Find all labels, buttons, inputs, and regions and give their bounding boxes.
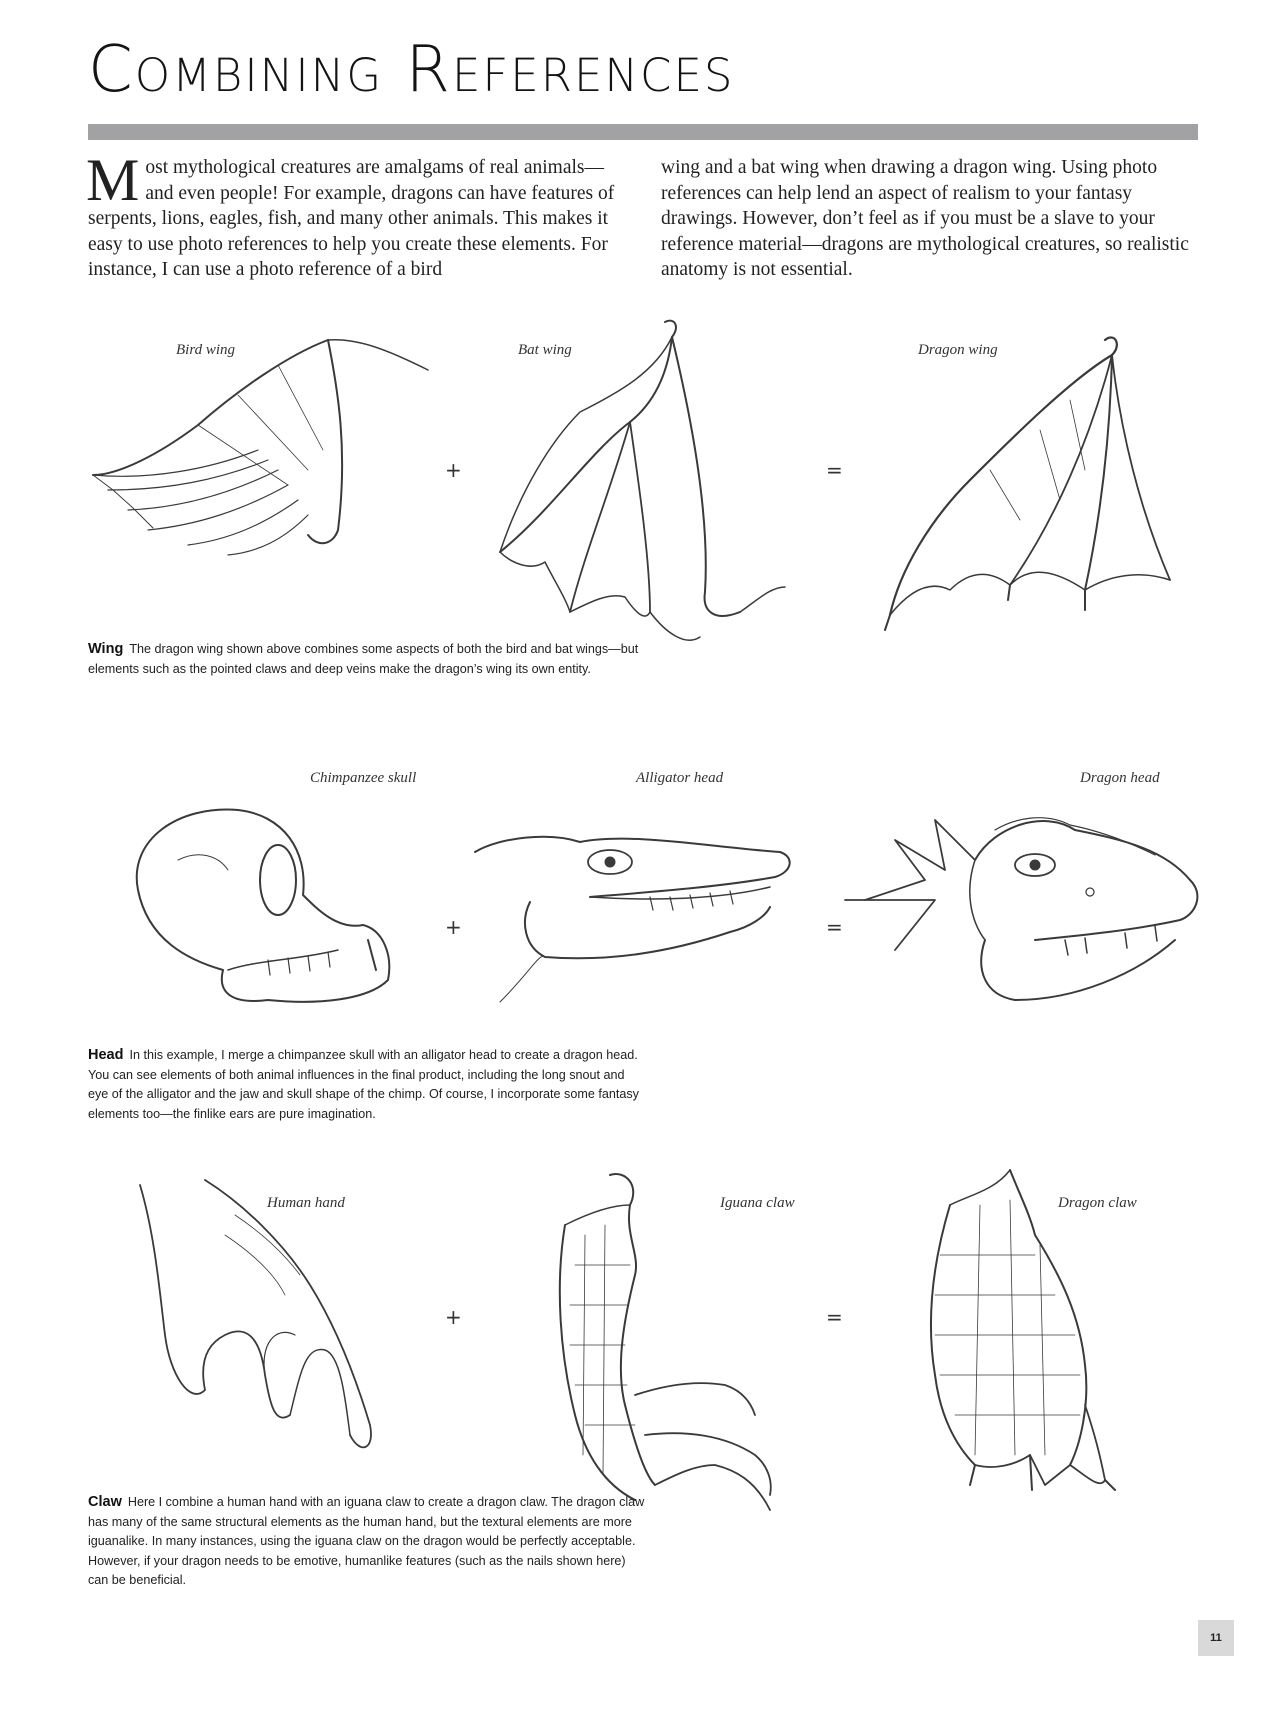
equals-sign: = — [826, 1305, 843, 1329]
label-dragon-claw: Dragon claw — [1058, 1195, 1137, 1211]
intro-column-1 — [86, 147, 628, 283]
caption-head-text: In this example, I merge a chimpanzee skull with an alligator head to create a dragon head. You can see elements of both animal influences in the final product, including the long snout and eye of the alligator and the jaw and skull shape of the chimp. Of course, I incorporate some fantasy elements too—the finlike ears are pure imagination. — [88, 1048, 639, 1121]
caption-wing-title: Wing — [88, 641, 124, 657]
label-iguana-claw: Iguana claw — [720, 1195, 795, 1211]
label-dragon-head: Dragon head — [1080, 770, 1160, 786]
alligator-head-drawing — [470, 822, 800, 1017]
caption-wing-text: The dragon wing shown above combines some aspects of both the bird and bat wings—but elements such as the pointed claws and deep veins make the dragon’s wing its own entity. — [88, 642, 639, 676]
caption-claw — [88, 1493, 648, 1591]
label-dragon-wing: Dragon wing — [918, 342, 998, 358]
drop-cap: M — [86, 147, 140, 213]
dragon-claw-drawing — [920, 1165, 1145, 1495]
equals-sign: = — [826, 458, 843, 482]
plus-sign: + — [445, 915, 462, 939]
caption-claw-text: Here I combine a human hand with an iguana claw to create a dragon claw. The dragon claw has many of the same structural elements as the human hand, but the textural elements are more iguanalike. In many instances, using the iguana claw on the dragon would be perfectly acceptable. However, if your dragon needs to be emotive, humanlike features (such as the nails shown here) can be beneficial. — [88, 1495, 645, 1587]
caption-wing — [88, 640, 648, 679]
title-rule — [88, 124, 1198, 140]
label-bird-wing: Bird wing — [176, 342, 236, 358]
label-chimpanzee-skull: Chimpanzee skull — [310, 770, 417, 786]
intro-text-1: ost mythological creatures are amalgams of real animals—and even people! For example, dragons can have features of serpents, lions, eagles, fish, and many other animals. This makes it easy to use photo references to help you create these elements. For instance, I can use a photo reference of a bird — [88, 157, 615, 280]
label-alligator-head: Alligator head — [636, 770, 724, 786]
plus-sign: + — [445, 1305, 462, 1329]
chimpanzee-skull-drawing — [118, 800, 403, 1015]
intro-column-2: wing and a bat wing when drawing a dragon wing. Using photo references can help lend an aspect of realism to your fantasy drawings. However, don’t feel as if you must be a slave to your reference material—dragons are mythological creatures, so realistic anatomy is not essential. — [661, 157, 1189, 280]
page-number: 11 — [1198, 1620, 1234, 1656]
label-bat-wing: Bat wing — [518, 342, 572, 358]
equals-sign: = — [826, 915, 843, 939]
label-human-hand: Human hand — [267, 1195, 345, 1211]
iguana-claw-drawing — [555, 1165, 800, 1510]
caption-head — [88, 1046, 648, 1124]
bat-wing-drawing — [490, 312, 800, 657]
plus-sign: + — [445, 458, 462, 482]
page-title: Combining References — [88, 33, 735, 107]
caption-head-title: Head — [88, 1047, 124, 1063]
dragon-wing-drawing — [870, 320, 1180, 635]
caption-claw-title: Claw — [88, 1494, 122, 1510]
bird-wing-drawing — [88, 330, 438, 570]
dragon-head-drawing — [835, 800, 1215, 1015]
human-hand-drawing — [135, 1175, 385, 1460]
